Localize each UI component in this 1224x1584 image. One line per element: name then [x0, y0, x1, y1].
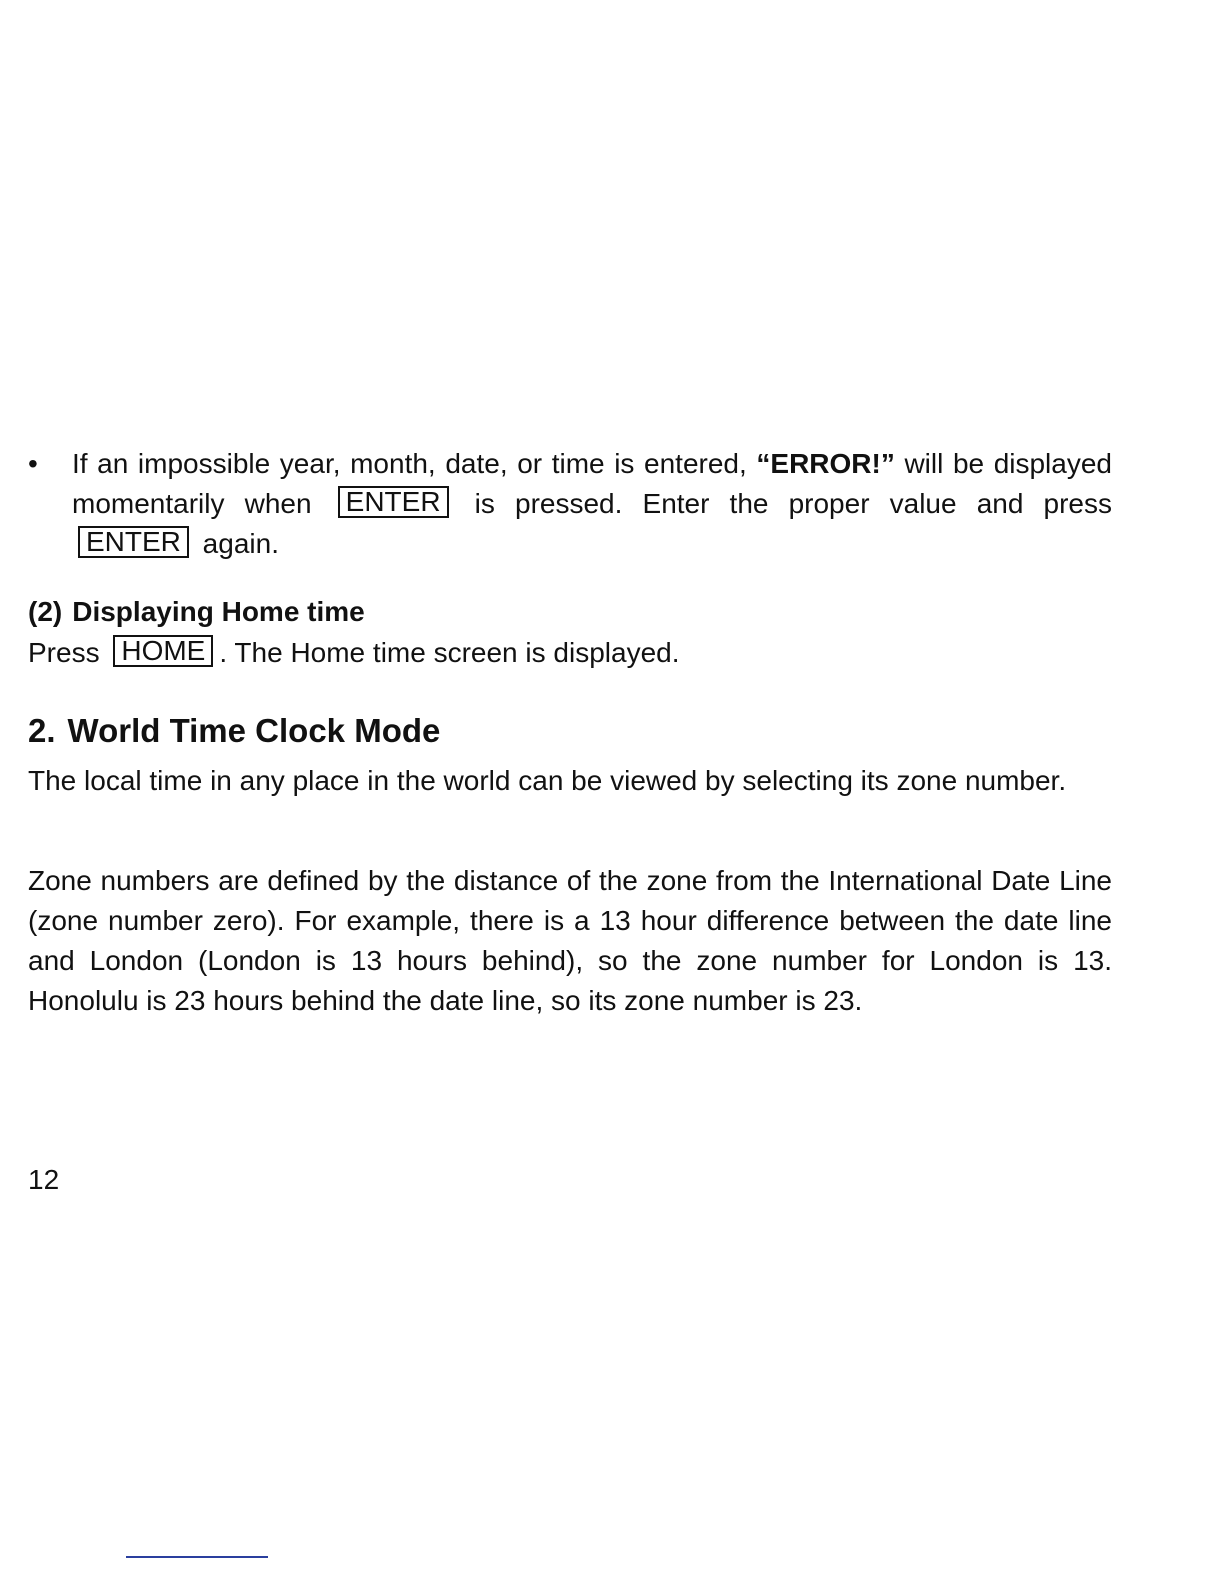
enter-key-label: ENTER	[78, 526, 189, 558]
section-heading	[28, 708, 440, 754]
subsection-number: (2)	[28, 596, 63, 627]
home-instruction: Press HOME . The Home time screen is displayed.	[28, 635, 680, 668]
enter-key-label: ENTER	[338, 486, 449, 518]
footer-rule	[126, 1556, 268, 1558]
page-number: 12	[28, 1164, 60, 1195]
subsection-heading	[28, 592, 365, 632]
bullet-text: If an impossible year, month, date, or time is entered, “ERROR!” will be displayed momentarily when ENTER is pressed. Enter the proper value and press ENTER again.	[72, 448, 1112, 559]
zone-explanation-paragraph: Zone numbers are defined by the distance of the zone from the International Date Line (zone number zero). For example, there is a 13 hour difference between the date line and London (London is 13 hours behind), so the zone number for London is 13. Honolulu is 23 hours behind the date line, so its zone number is 23.	[28, 865, 1112, 1016]
intro-paragraph: The local time in any place in the world can be viewed by selecting its zone number.	[28, 765, 1067, 796]
section-number: 2.	[28, 712, 56, 749]
error-text: “ERROR!”	[756, 448, 895, 479]
section-title: World Time Clock Mode	[67, 712, 441, 749]
bullet-icon: •	[28, 448, 38, 479]
error-bullet-note	[28, 444, 1112, 564]
subsection-title: Displaying Home time	[72, 596, 365, 627]
home-key-label: HOME	[113, 635, 213, 667]
